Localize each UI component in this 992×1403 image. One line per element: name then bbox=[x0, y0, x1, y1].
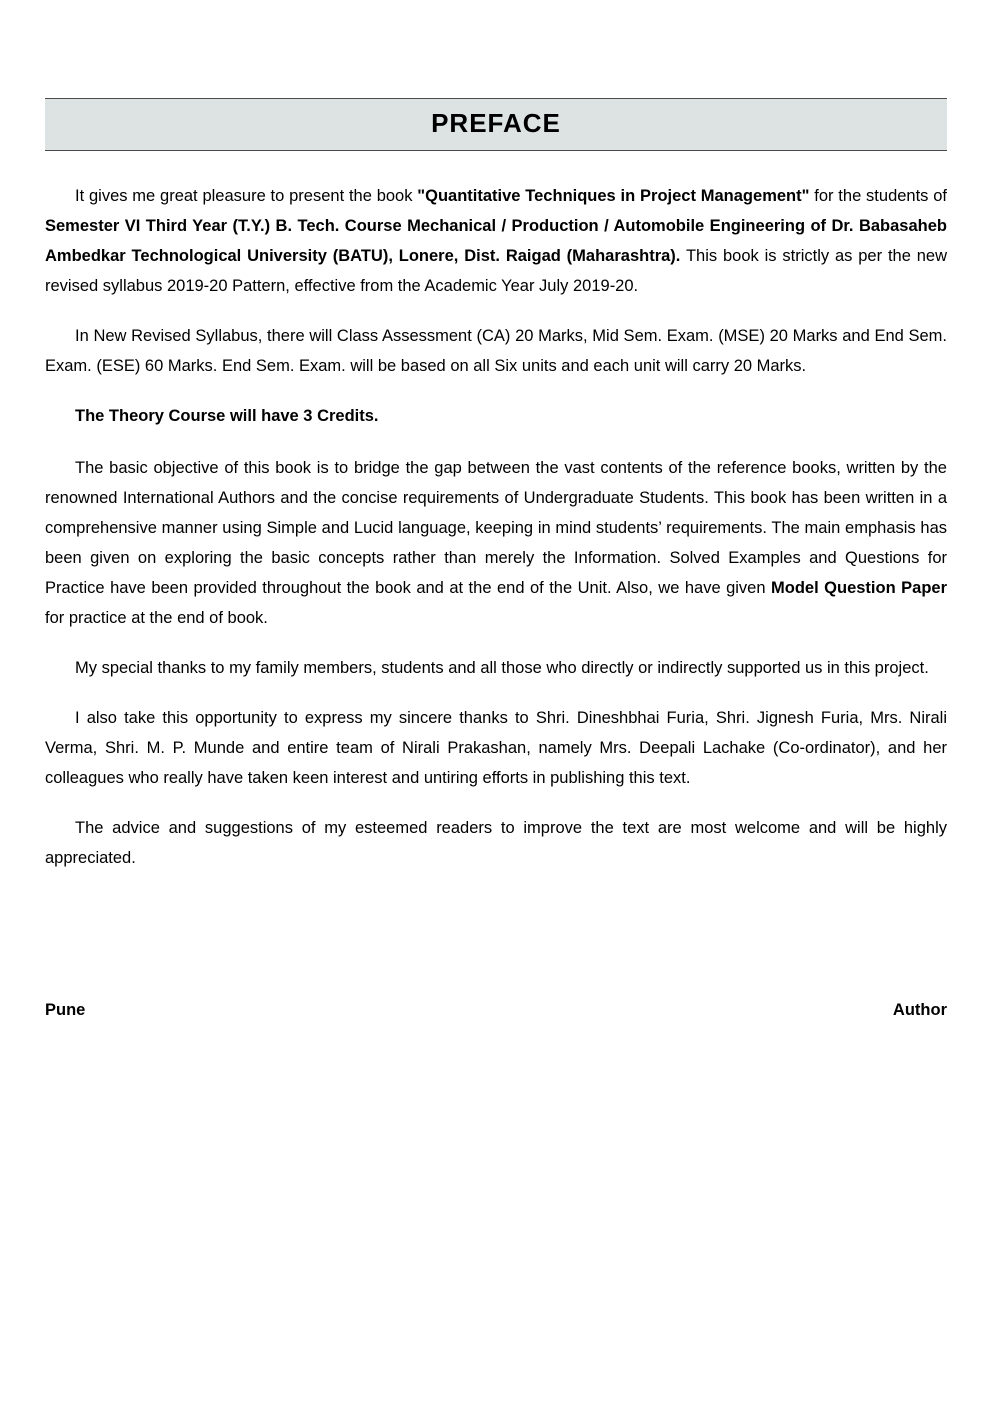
preface-content bbox=[45, 98, 947, 1020]
signature-row bbox=[45, 1001, 947, 1020]
signature-place: Pune bbox=[45, 1001, 86, 1019]
paragraph-intro: It gives me great pleasure to present the book "Quantitative Techniques in Project Management" for the students of Semester VI Third Year (T.Y.) B. Tech. Course Mechanical / Production / Automobile Engineering of Dr. Babasaheb Ambedkar Technological University (BATU), Lonere, Dist. Raigad (Maharashtra). This book is strictly as per the new revised syllabus 2019-20 Pattern, effective from the Academic Year July 2019-20. bbox=[45, 187, 947, 295]
paragraph-syllabus-marks: In New Revised Syllabus, there will Class Assessment (CA) 20 Marks, Mid Sem. Exam. (MSE) 20 Marks and End Sem. Exam. (ESE) 60 Marks. End Sem. Exam. will be based on all Six units and each unit will carry 20 Marks. bbox=[45, 327, 947, 375]
page-title: PREFACE bbox=[431, 108, 561, 138]
paragraph-thanks-family: My special thanks to my family members, students and all those who directly or indirectly supported us in this project. bbox=[75, 659, 929, 677]
paragraph-objective: The basic objective of this book is to bridge the gap between the vast contents of the reference books, written by the renowned International Authors and the concise requirements of Undergraduate Students. This book has been written in a comprehensive manner using Simple and Lucid language, keeping in mind students’ requirements. The main emphasis has been given on exploring the basic concepts rather than merely the Information. Solved Examples and Questions for Practice have been provided throughout the book and at the end of the Unit. Also, we have given Model Question Paper for practice at the end of book. bbox=[45, 459, 947, 627]
signature-author: Author bbox=[892, 1001, 947, 1019]
paragraph-advice: The advice and suggestions of my esteemed readers to improve the text are most welcome and will be highly appreciated. bbox=[45, 819, 947, 867]
credits-note: The Theory Course will have 3 Credits. bbox=[75, 407, 379, 425]
paragraph-thanks-publisher: I also take this opportunity to express my sincere thanks to Shri. Dineshbhai Furia, Shri. Jignesh Furia, Mrs. Nirali Verma, Shri. M. P. Munde and entire team of Nirali Prakashan, namely Mrs. Deepali Lachake (Co-ordinator), and her colleagues who really have taken keen interest and untiring efforts in publishing this text. bbox=[45, 709, 947, 787]
page-title-bar bbox=[45, 98, 947, 151]
signature-spacer bbox=[45, 893, 947, 1001]
